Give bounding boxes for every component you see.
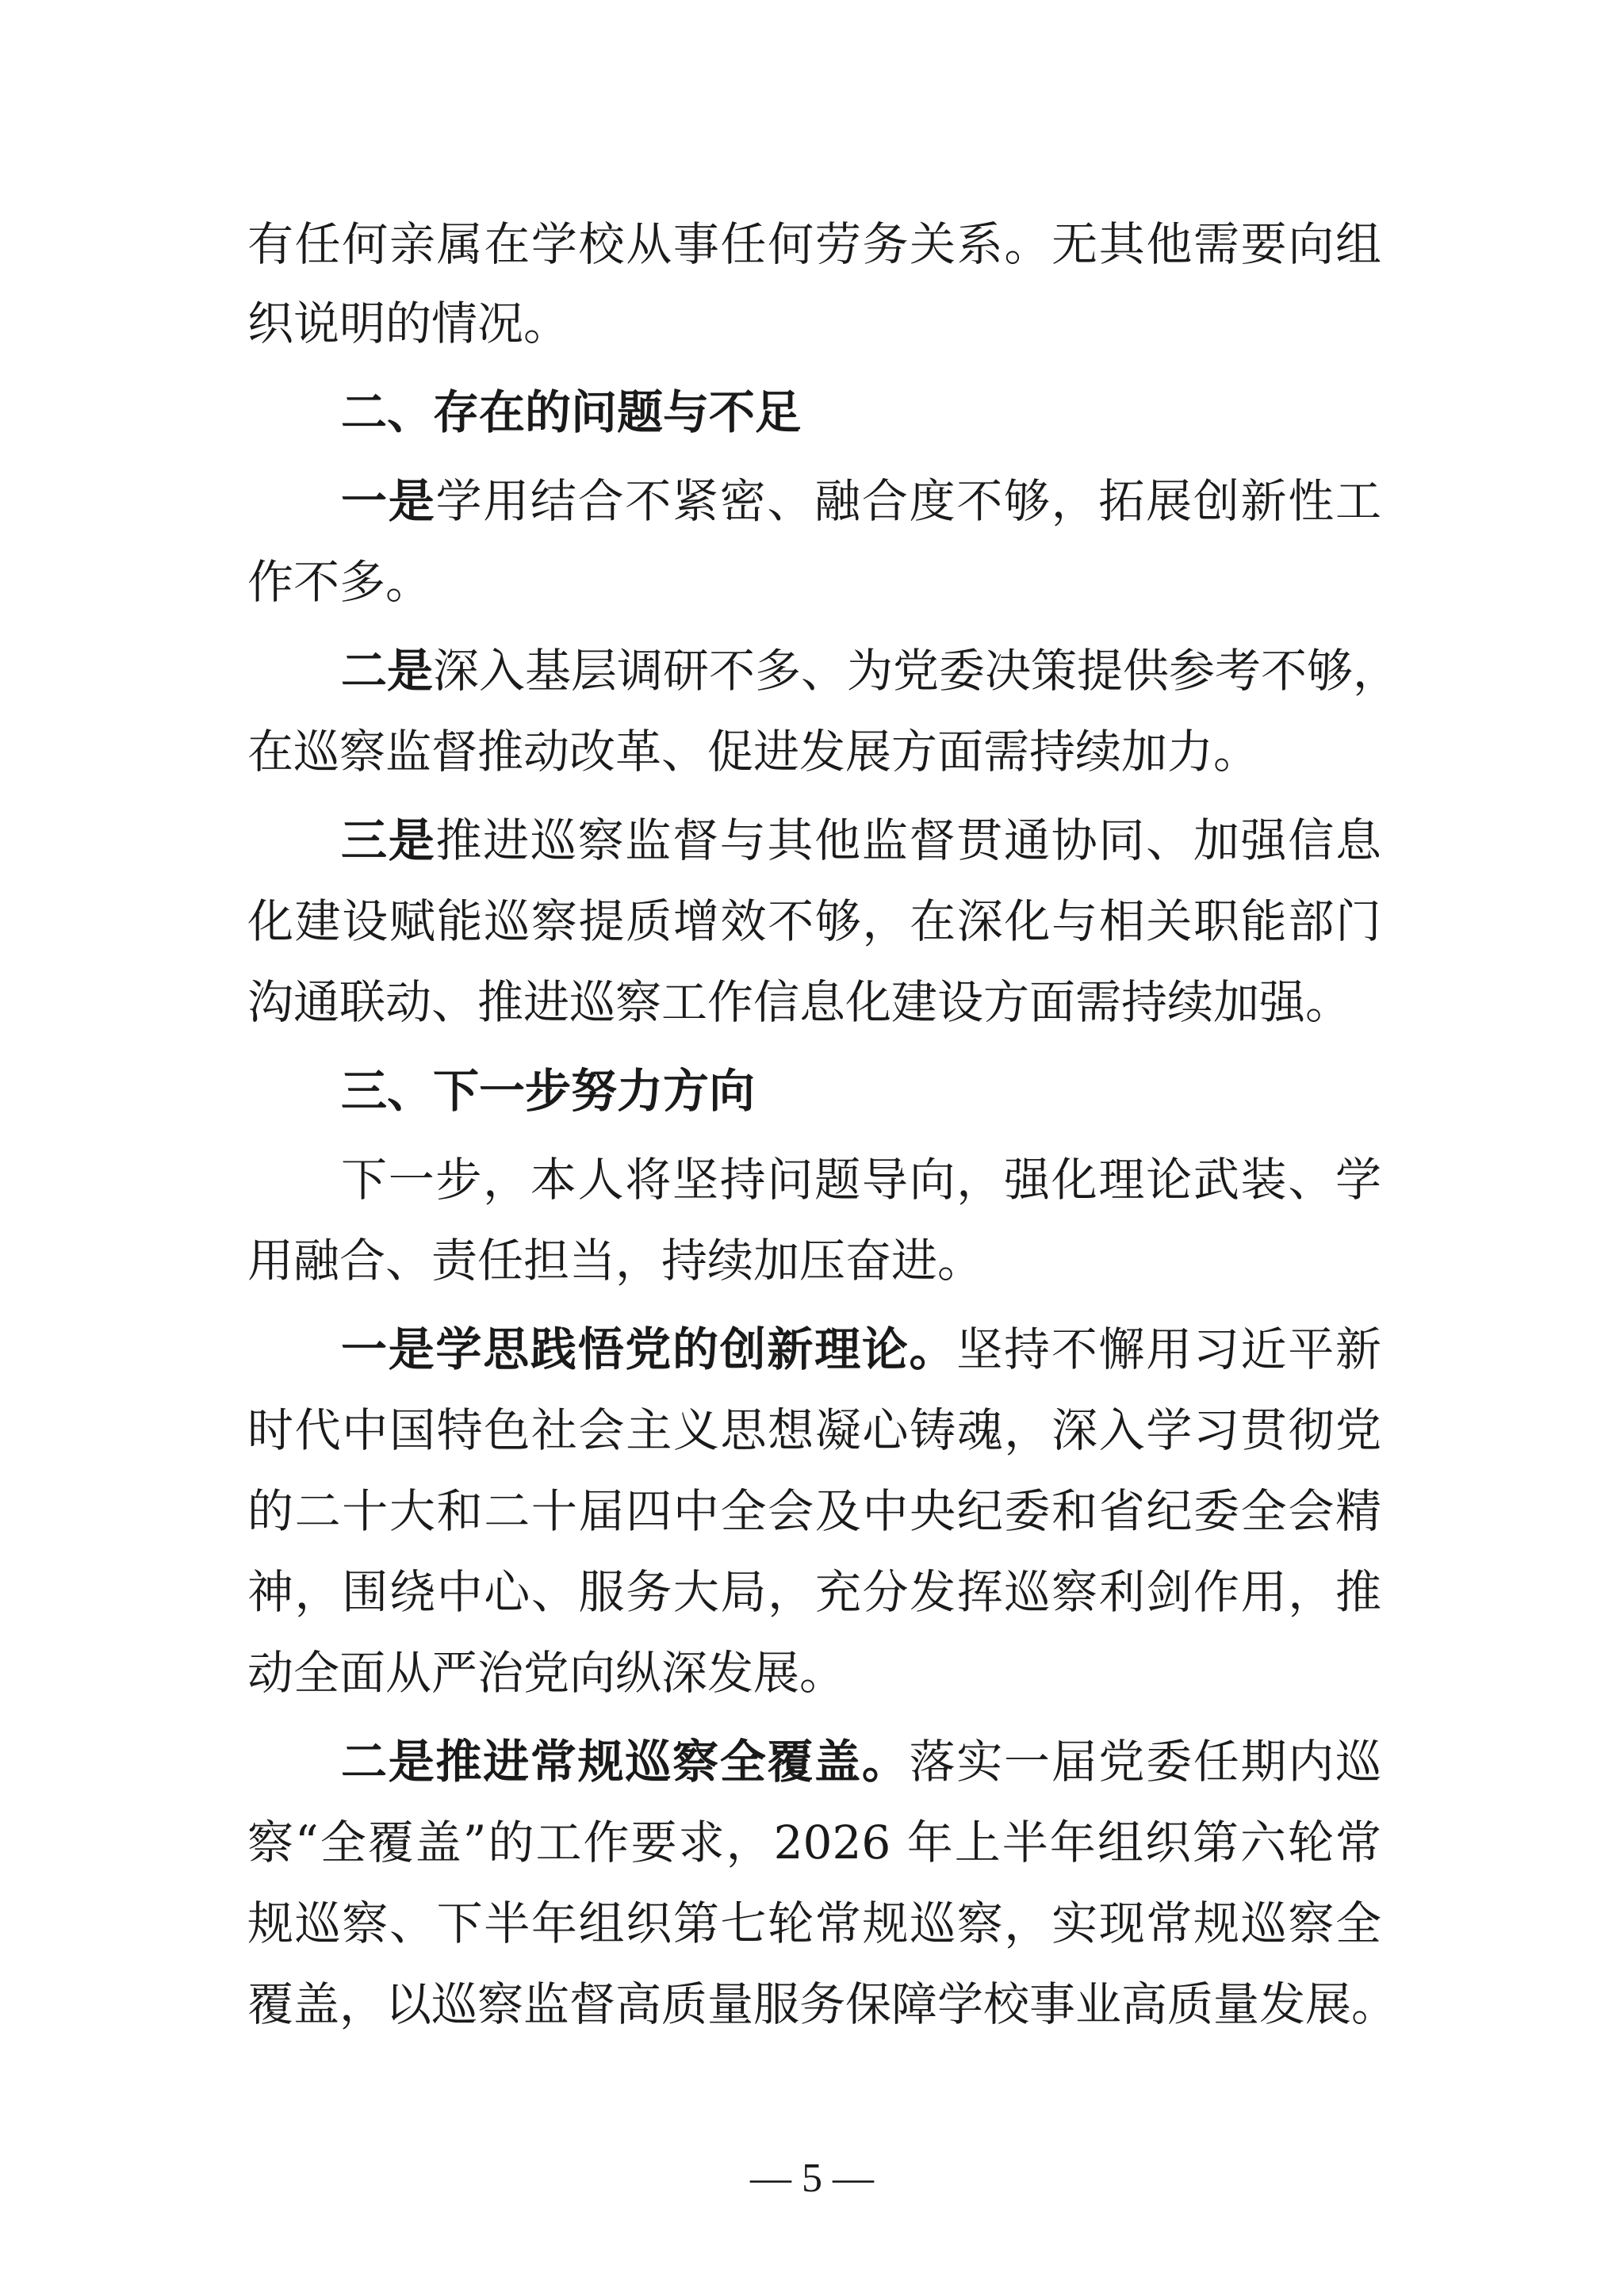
item-lead: 一是 xyxy=(341,474,436,528)
paragraph-line: 用融合、责任担当，持续加压奋进。 xyxy=(247,1234,984,1288)
paragraph-line: 时代中国特色社会主义思想凝心铸魂，深入学习贯彻党 xyxy=(247,1403,1381,1457)
paragraph-line xyxy=(341,469,1381,533)
paragraph-line xyxy=(341,1730,1381,1793)
item-text: 坚持不懈用习近平新 xyxy=(956,1322,1381,1376)
paragraph-line: 化建设赋能巡察提质增效不够，在深化与相关职能部门 xyxy=(247,894,1381,948)
paragraph-line xyxy=(341,1318,1381,1381)
item-text: 深入基层调研不多、为党委决策提供参考不够， xyxy=(433,644,1400,698)
paragraph-line xyxy=(341,639,1400,702)
paragraph-line: 动全面从严治党向纵深发展。 xyxy=(247,1646,846,1700)
paragraph-line: 覆盖，以巡察监督高质量服务保障学校事业高质量发展。 xyxy=(247,1977,1398,2031)
item-lead: 一是学思践悟党的创新理论。 xyxy=(341,1322,957,1376)
paragraph-line: 的二十大和二十届四中全会及中央纪委和省纪委全会精 xyxy=(247,1484,1381,1538)
page-number: — 5 — xyxy=(750,2156,874,2201)
item-lead: 三是 xyxy=(341,813,436,867)
paragraph-line: 察“全覆盖”的工作要求，2026 年上半年组织第六轮常 xyxy=(247,1816,1381,1869)
section-heading-next-steps: 三、下一步努力方向 xyxy=(341,1064,756,1118)
paragraph-line: 织说明的情况。 xyxy=(247,297,570,350)
paragraph-line: 规巡察、下半年组织第七轮常规巡察，实现常规巡察全 xyxy=(247,1896,1381,1950)
item-lead: 二是 xyxy=(341,644,434,698)
paragraph-line xyxy=(341,809,1381,872)
item-text: 落实一届党委任期内巡 xyxy=(909,1735,1381,1789)
paragraph-line: 沟通联动、推进巡察工作信息化建设方面需持续加强。 xyxy=(247,975,1352,1029)
paragraph-line: 在巡察监督推动改革、促进发展方面需持续加力。 xyxy=(247,725,1260,779)
paragraph-line: 下一步，本人将坚持问题导向，强化理论武装、学 xyxy=(341,1153,1381,1207)
paragraph-line: 有任何亲属在学校从事任何劳务关系。无其他需要向组 xyxy=(247,217,1381,271)
paragraph-line: 作不多。 xyxy=(247,555,432,609)
item-text: 学用结合不紧密、融合度不够，拓展创新性工 xyxy=(435,474,1381,528)
paragraph-line: 神，围绕中心、服务大局，充分发挥巡察利剑作用，推 xyxy=(247,1565,1381,1619)
section-heading-problems: 二、存在的问题与不足 xyxy=(341,385,802,439)
item-lead: 二是推进常规巡察全覆盖。 xyxy=(341,1735,910,1789)
item-text: 推进巡察监督与其他监督贯通协同、加强信息 xyxy=(435,813,1381,867)
